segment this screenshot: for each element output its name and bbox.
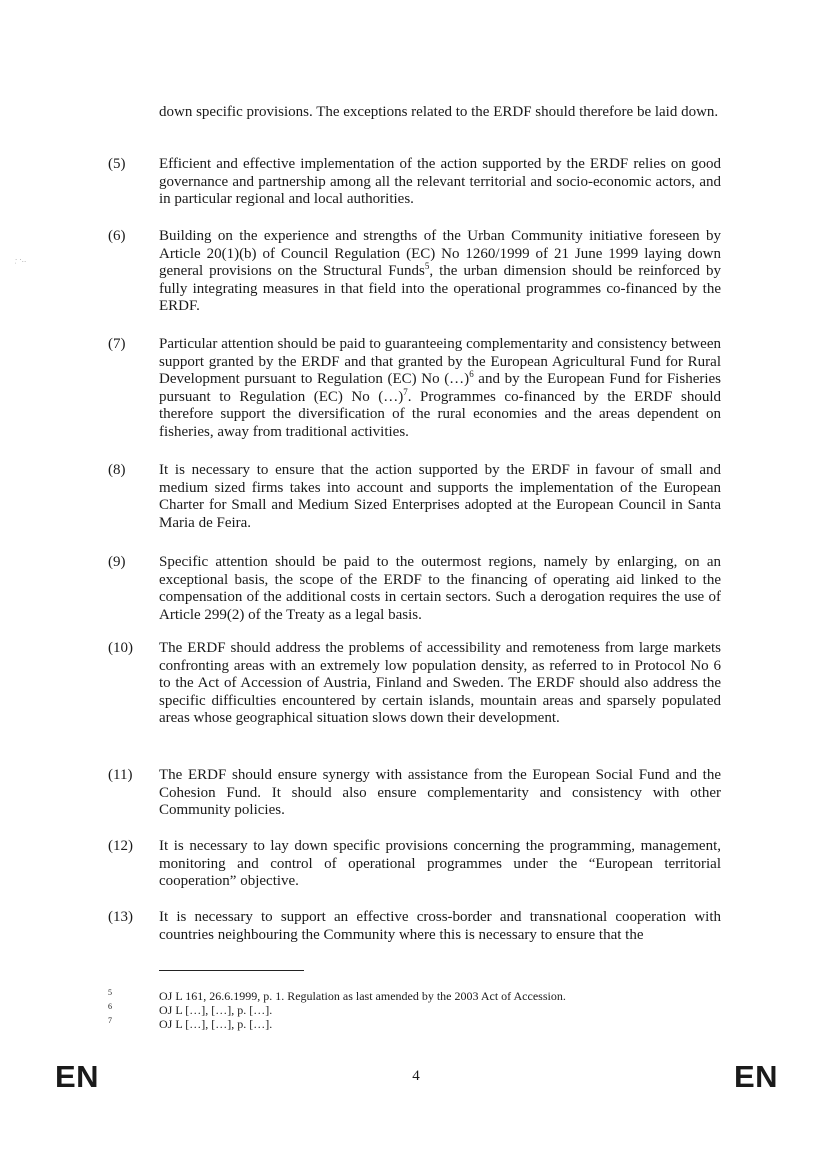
language-code-left: EN: [55, 1059, 100, 1094]
recital-text: Specific attention should be paid to the outermost regions, namely by enlarging, on an exceptional basis, the scope of the ERDF to the financing of operating aid linked to the compensation of the additional costs in certain sectors. Such a derogation requires the use of Article 299(2) of the Treaty as a legal basis.: [159, 554, 721, 623]
recital-text: [159, 336, 721, 441]
footnote-ref-5: 5: [424, 261, 430, 271]
footnote-6: [108, 1004, 708, 1018]
recital-9: [108, 554, 721, 624]
footnote-text: OJ L 161, 26.6.1999, p. 1. Regulation as last amended by the 2003 Act of Accession.: [159, 989, 566, 1003]
recital-text-part: and by the European Fund for Fisheries pursuant to Regulation (EC) No (…): [159, 371, 722, 405]
recital-number: (6): [108, 228, 126, 244]
footnote-7: [108, 1018, 708, 1032]
recital-7: [108, 336, 721, 441]
recital-text: [159, 228, 721, 316]
recital-12: [108, 838, 721, 891]
recital-number: (13): [108, 909, 133, 925]
recital-8: [108, 462, 721, 532]
scan-artifact: ·̣ ·‥: [15, 256, 27, 264]
recital-number: (10): [108, 640, 133, 656]
language-code-right: EN: [734, 1059, 779, 1094]
page-number: 4: [412, 1068, 420, 1084]
recital-text-part: . Programmes co-financed by the ERDF should therefore support the diversification of the rural economies and the areas dependent on fisheries, away from traditional activities.: [159, 388, 721, 440]
recital-6: [108, 228, 721, 316]
recital-text: It is necessary to lay down specific provisions concerning the programming, management, monitoring and control of operational programmes under the “European territorial cooperation” objective.: [159, 838, 721, 889]
footnote-ref-6: 6: [469, 369, 474, 379]
recital-number: (11): [108, 767, 133, 783]
recital-13: [108, 909, 721, 944]
recital-10: [108, 640, 721, 728]
footnote-ref-7: 7: [403, 386, 408, 397]
continuation-text: down specific provisions. The exceptions related to the ERDF should therefore be laid down.: [159, 104, 719, 120]
recital-text-part: Particular attention should be paid to guaranteeing complementarity and consistency between support granted by the ERDF and that granted by the European Agricultural Fund for Rural Development pursuant to Regulation (EC) No (…): [159, 336, 721, 387]
recital-number: (12): [108, 838, 133, 854]
footnote-number: 7: [108, 1016, 112, 1025]
recital-text: It is necessary to ensure that the action supported by the ERDF in favour of small and medium sized firms takes into account and supports the implementation of the European Charter for Small and Medium Sized Enterprises adopted at the European Council in Santa Maria de Feira.: [159, 462, 721, 531]
recital-number: (5): [108, 156, 126, 172]
footnote-number: 5: [108, 988, 112, 997]
recital-number: (7): [108, 336, 126, 352]
recital-number: (8): [108, 462, 126, 478]
recital-text: The ERDF should ensure synergy with assistance from the European Social Fund and the Cohesion Fund. It should also ensure complementarity and consistency with other Community policies.: [159, 767, 721, 818]
recital-text: The ERDF should address the problems of accessibility and remoteness from large markets confronting areas with an extremely low population density, as referred to in Protocol No 6 to the Act of Accession of Austria, Finland and Sweden. The ERDF should also address the specific difficulties encountered by certain islands, mountain areas and sparsely populated areas whose geographical situation slows down their development.: [159, 640, 721, 726]
recital-text-part: Building on the experience and strengths of the Urban Community initiative foreseen by Article 20(1)(b) of Council Regulation (EC) No 1260/1999 of 21 June 1999 laying down general provisions on the Structural Funds: [159, 228, 721, 279]
recital-text-part: , the urban dimension should be reinforced by fully integrating measures in that field into the operational programmes co-financed by the ERDF.: [159, 263, 721, 314]
footnote-text: OJ L […], […], p. […].: [159, 1003, 273, 1017]
recital-text: Efficient and effective implementation of the action supported by the ERDF relies on good governance and partnership among all the relevant territorial and socio-economic actors, and in particular regional and local authorities.: [159, 156, 721, 207]
recital-number: (9): [108, 554, 126, 570]
footnote-separator: [159, 970, 304, 971]
recital-text: It is necessary to support an effective cross-border and transnational cooperation with countries neighbouring the Community where this is necessary to ensure that the: [159, 909, 721, 943]
recital-11: [108, 767, 721, 820]
footnote-text: OJ L […], […], p. […].: [159, 1017, 273, 1031]
footnote-5: [108, 990, 708, 1004]
recital-5: [108, 156, 721, 209]
footnote-number: 6: [108, 1002, 112, 1011]
